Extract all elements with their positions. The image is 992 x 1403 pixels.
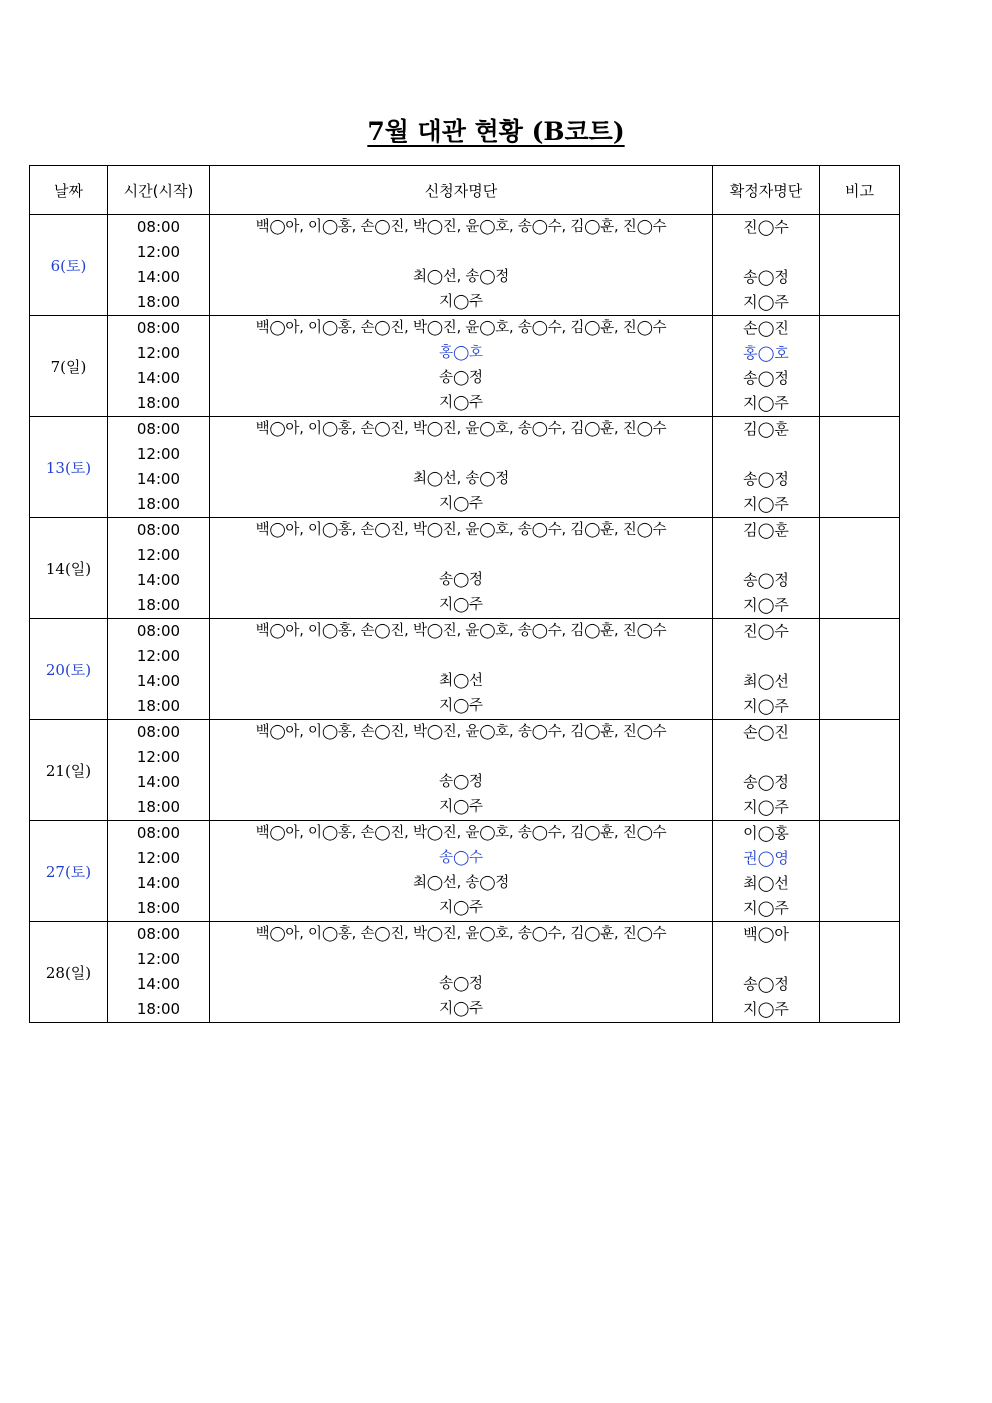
confirmed-name: 지◯주 — [743, 697, 789, 715]
confirmed-name — [713, 442, 819, 467]
applicants-cell — [210, 215, 713, 316]
applicant-list: 최◯선, 송◯정 — [412, 875, 510, 892]
applicant-list — [210, 240, 712, 265]
confirmed-name: 지◯주 — [743, 1000, 789, 1018]
applicants-cell — [210, 720, 713, 821]
time-slot: 12:00 — [136, 647, 181, 665]
time-cell — [108, 619, 210, 720]
applicant-list: 백◯아, 이◯홍, 손◯진, 박◯진, 윤◯호, 송◯수, 김◯훈, 진◯수 — [255, 219, 667, 236]
confirmed-name: 지◯주 — [743, 495, 789, 513]
applicant-list: 송◯정 — [439, 774, 483, 791]
time-cell — [108, 215, 210, 316]
time-slot: 18:00 — [136, 596, 181, 614]
confirmed-name: 송◯정 — [743, 773, 789, 791]
note-cell — [820, 720, 900, 821]
header-row — [30, 166, 900, 215]
date-cell: 27(토) — [30, 821, 108, 922]
confirmed-name: 송◯정 — [743, 268, 789, 286]
confirmed-name: 김◯훈 — [743, 420, 789, 438]
confirmed-name: 송◯정 — [743, 369, 789, 387]
confirmed-name: 권◯영 — [743, 849, 789, 867]
time-cell — [108, 720, 210, 821]
table-row — [30, 619, 900, 720]
applicant-list: 지◯주 — [439, 900, 483, 917]
time-cell — [108, 316, 210, 417]
date-cell: 14(일) — [30, 518, 108, 619]
confirmed-name: 손◯진 — [743, 319, 789, 337]
confirmed-name: 지◯주 — [743, 798, 789, 816]
applicant-list: 백◯아, 이◯홍, 손◯진, 박◯진, 윤◯호, 송◯수, 김◯훈, 진◯수 — [255, 623, 667, 640]
time-slot: 14:00 — [136, 975, 181, 993]
table-row — [30, 518, 900, 619]
date-cell: 13(토) — [30, 417, 108, 518]
table-row — [30, 215, 900, 316]
applicant-list: 지◯주 — [439, 799, 483, 816]
table-row — [30, 720, 900, 821]
confirmed-name: 송◯정 — [743, 975, 789, 993]
note-cell — [820, 518, 900, 619]
confirmed-name: 최◯선 — [743, 672, 789, 690]
applicant-list: 송◯정 — [439, 370, 483, 387]
header-applicants: 신청자명단 — [210, 166, 713, 215]
confirmed-name: 진◯수 — [743, 622, 789, 640]
time-slot: 12:00 — [136, 546, 181, 564]
confirmed-name: 지◯주 — [743, 899, 789, 917]
note-cell — [820, 215, 900, 316]
time-slot: 12:00 — [136, 748, 181, 766]
applicant-list: 송◯정 — [439, 976, 483, 993]
note-cell — [820, 922, 900, 1023]
time-slot: 08:00 — [136, 420, 181, 438]
time-slot: 08:00 — [136, 824, 181, 842]
date-cell: 28(일) — [30, 922, 108, 1023]
applicant-list: 지◯주 — [439, 395, 483, 412]
time-cell — [108, 518, 210, 619]
header-note: 비고 — [820, 166, 900, 215]
time-slot: 14:00 — [136, 874, 181, 892]
confirmed-name: 김◯훈 — [743, 521, 789, 539]
note-cell — [820, 821, 900, 922]
applicant-list: 백◯아, 이◯홍, 손◯진, 박◯진, 윤◯호, 송◯수, 김◯훈, 진◯수 — [255, 724, 667, 741]
time-slot: 08:00 — [136, 925, 181, 943]
applicants-cell — [210, 922, 713, 1023]
time-slot: 18:00 — [136, 899, 181, 917]
confirmed-cell — [713, 316, 820, 417]
applicants-cell — [210, 518, 713, 619]
applicant-list: 송◯정 — [439, 572, 483, 589]
time-slot: 08:00 — [136, 622, 181, 640]
time-slot: 08:00 — [136, 723, 181, 741]
time-cell — [108, 922, 210, 1023]
applicant-list: 최◯선, 송◯정 — [412, 269, 510, 286]
applicant-list: 최◯선 — [439, 673, 483, 690]
time-slot: 14:00 — [136, 571, 181, 589]
page-title — [0, 112, 992, 148]
confirmed-name — [713, 745, 819, 770]
confirmed-name: 이◯홍 — [743, 824, 789, 842]
applicant-list: 백◯아, 이◯홍, 손◯진, 박◯진, 윤◯호, 송◯수, 김◯훈, 진◯수 — [255, 320, 667, 337]
applicants-cell — [210, 821, 713, 922]
time-slot: 12:00 — [136, 950, 181, 968]
time-slot: 14:00 — [136, 773, 181, 791]
applicant-list — [210, 543, 712, 568]
time-slot: 12:00 — [136, 445, 181, 463]
title-text: 7월 대관 현황 (B코트) — [367, 117, 625, 146]
time-slot: 18:00 — [136, 394, 181, 412]
applicants-cell — [210, 316, 713, 417]
time-slot: 14:00 — [136, 268, 181, 286]
confirmed-name: 송◯정 — [743, 571, 789, 589]
applicant-list: 백◯아, 이◯홍, 손◯진, 박◯진, 윤◯호, 송◯수, 김◯훈, 진◯수 — [255, 926, 667, 943]
date-cell: 20(토) — [30, 619, 108, 720]
time-slot: 14:00 — [136, 470, 181, 488]
confirmed-cell — [713, 720, 820, 821]
applicant-list — [210, 644, 712, 669]
time-slot: 18:00 — [136, 495, 181, 513]
applicant-list: 지◯주 — [439, 597, 483, 614]
time-cell — [108, 417, 210, 518]
applicant-list — [210, 442, 712, 467]
date-cell: 21(일) — [30, 720, 108, 821]
applicant-list — [210, 947, 712, 972]
header-date: 날짜 — [30, 166, 108, 215]
applicant-list: 백◯아, 이◯홍, 손◯진, 박◯진, 윤◯호, 송◯수, 김◯훈, 진◯수 — [255, 421, 667, 438]
note-cell — [820, 417, 900, 518]
confirmed-cell — [713, 417, 820, 518]
confirmed-name — [713, 947, 819, 972]
time-slot: 08:00 — [136, 218, 181, 236]
applicants-cell — [210, 619, 713, 720]
confirmed-name: 손◯진 — [743, 723, 789, 741]
confirmed-name: 홍◯호 — [743, 344, 789, 362]
time-slot: 18:00 — [136, 697, 181, 715]
confirmed-name: 백◯아 — [743, 925, 789, 943]
applicant-list: 백◯아, 이◯홍, 손◯진, 박◯진, 윤◯호, 송◯수, 김◯훈, 진◯수 — [255, 825, 667, 842]
date-cell: 6(토) — [30, 215, 108, 316]
confirmed-name — [713, 543, 819, 568]
applicant-list — [210, 745, 712, 770]
time-slot: 08:00 — [136, 521, 181, 539]
applicant-list: 홍◯호 — [439, 345, 483, 362]
header-confirmed: 확정자명단 — [713, 166, 820, 215]
confirmed-cell — [713, 619, 820, 720]
time-slot: 18:00 — [136, 293, 181, 311]
confirmed-name: 최◯선 — [743, 874, 789, 892]
confirmed-cell — [713, 215, 820, 316]
time-slot: 12:00 — [136, 344, 181, 362]
time-cell — [108, 821, 210, 922]
confirmed-name: 지◯주 — [743, 596, 789, 614]
applicant-list: 지◯주 — [439, 698, 483, 715]
table-row — [30, 922, 900, 1023]
applicant-list: 지◯주 — [439, 1001, 483, 1018]
applicant-list: 지◯주 — [439, 496, 483, 513]
time-slot: 12:00 — [136, 243, 181, 261]
confirmed-name: 지◯주 — [743, 394, 789, 412]
confirmed-name: 지◯주 — [743, 293, 789, 311]
table-row — [30, 821, 900, 922]
confirmed-name — [713, 644, 819, 669]
note-cell — [820, 316, 900, 417]
confirmed-name — [713, 240, 819, 265]
applicants-cell — [210, 417, 713, 518]
confirmed-cell — [713, 922, 820, 1023]
time-slot: 18:00 — [136, 1000, 181, 1018]
applicant-list: 지◯주 — [439, 294, 483, 311]
time-slot: 14:00 — [136, 369, 181, 387]
reservation-table — [29, 165, 900, 1023]
confirmed-cell — [713, 518, 820, 619]
date-cell: 7(일) — [30, 316, 108, 417]
time-slot: 08:00 — [136, 319, 181, 337]
applicant-list: 송◯수 — [439, 850, 483, 867]
time-slot: 18:00 — [136, 798, 181, 816]
confirmed-cell — [713, 821, 820, 922]
header-time: 시간(시작) — [108, 166, 210, 215]
table-row — [30, 316, 900, 417]
applicant-list: 백◯아, 이◯홍, 손◯진, 박◯진, 윤◯호, 송◯수, 김◯훈, 진◯수 — [255, 522, 667, 539]
note-cell — [820, 619, 900, 720]
table-row — [30, 417, 900, 518]
time-slot: 14:00 — [136, 672, 181, 690]
confirmed-name: 송◯정 — [743, 470, 789, 488]
time-slot: 12:00 — [136, 849, 181, 867]
applicant-list: 최◯선, 송◯정 — [412, 471, 510, 488]
confirmed-name: 진◯수 — [743, 218, 789, 236]
